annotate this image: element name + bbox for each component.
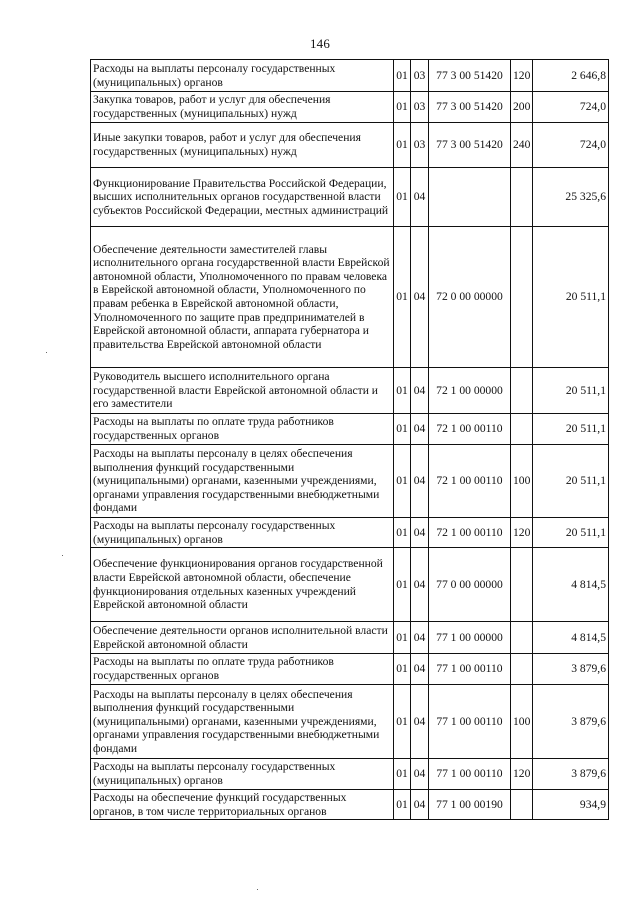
table-row [91, 685, 609, 759]
row-amount: 20 511,1 [533, 445, 609, 518]
row-name: Расходы на выплаты по оплате труда работников государственных органов [91, 414, 394, 445]
row-amount: 20 511,1 [533, 414, 609, 445]
row-section-code: 01 [394, 685, 411, 759]
row-amount: 3 879,6 [533, 654, 609, 685]
table-row [91, 92, 609, 123]
budget-table [90, 59, 609, 820]
row-subsection-code: 04 [411, 227, 429, 368]
row-expense-type [511, 368, 533, 414]
table-row [91, 548, 609, 622]
row-section-code: 01 [394, 445, 411, 518]
row-target-article: 77 3 00 51420 [429, 92, 511, 123]
row-subsection-code: 04 [411, 445, 429, 518]
row-amount: 3 879,6 [533, 685, 609, 759]
row-amount: 20 511,1 [533, 368, 609, 414]
row-name: Расходы на выплаты персоналу государственных (муниципальных) органов [91, 60, 394, 92]
row-expense-type [511, 790, 533, 820]
row-expense-type [511, 227, 533, 368]
row-section-code: 01 [394, 92, 411, 123]
row-amount: 2 646,8 [533, 60, 609, 92]
row-amount: 3 879,6 [533, 759, 609, 790]
row-subsection-code: 03 [411, 60, 429, 92]
row-expense-type: 120 [511, 518, 533, 548]
row-target-article: 72 1 00 00110 [429, 518, 511, 548]
row-subsection-code: 04 [411, 790, 429, 820]
row-target-article: 77 3 00 51420 [429, 123, 511, 168]
row-target-article: 77 1 00 00190 [429, 790, 511, 820]
row-name: Обеспечение деятельности органов исполнительной власти Еврейской автономной области [91, 622, 394, 654]
row-expense-type [511, 414, 533, 445]
row-expense-type: 120 [511, 60, 533, 92]
table-row [91, 168, 609, 227]
row-target-article: 77 1 00 00110 [429, 685, 511, 759]
row-expense-type: 120 [511, 759, 533, 790]
page-number: 146 [309, 36, 331, 51]
row-name: Закупка товаров, работ и услуг для обеспечения государственных (муниципальных) нужд [91, 92, 394, 123]
row-subsection-code: 04 [411, 654, 429, 685]
row-name: Обеспечение функционирования органов государственной власти Еврейской автономной области, обеспечение функционирования отдельных казенных учреждений Еврейской автономной области [91, 548, 394, 622]
row-target-article: 72 0 00 00000 [429, 227, 511, 368]
row-expense-type [511, 654, 533, 685]
row-name: Руководитель высшего исполнительного органа государственной власти Еврейской автономной области и его заместители [91, 368, 394, 414]
row-expense-type [511, 622, 533, 654]
row-target-article: 77 3 00 51420 [429, 60, 511, 92]
row-name: Расходы на выплаты персоналу в целях обеспечения выполнения функций государственными (муниципальными) органами, казенными учреждениями, органами управления государственными внебюджетными фондами [91, 445, 394, 518]
row-amount: 934,9 [533, 790, 609, 820]
row-subsection-code: 04 [411, 548, 429, 622]
row-target-article: 72 1 00 00110 [429, 414, 511, 445]
row-expense-type: 240 [511, 123, 533, 168]
row-name: Расходы на выплаты персоналу в целях обеспечения выполнения функций государственными (муниципальными) органами, казенными учреждениями, органами управления государственными внебюджетными фондами [91, 685, 394, 759]
table-row [91, 622, 609, 654]
row-section-code: 01 [394, 790, 411, 820]
row-expense-type: 200 [511, 92, 533, 123]
row-name: Иные закупки товаров, работ и услуг для обеспечения государственных (муниципальных) нужд [91, 123, 394, 168]
row-subsection-code: 03 [411, 123, 429, 168]
row-section-code: 01 [394, 123, 411, 168]
row-name: Обеспечение деятельности заместителей главы исполнительного органа государственной власти Еврейской автономной области, Уполномоченного по правам человека в Еврейской автономной области, Уполномоченного по правам ребенка в Еврейской автономной области, Уполномоченного по защите прав предпринимателей в Еврейской автономной области, аппарата губернатора и правительства Еврейской автономной области [91, 227, 394, 368]
row-expense-type: 100 [511, 445, 533, 518]
row-section-code: 01 [394, 654, 411, 685]
table-row [91, 445, 609, 518]
row-amount: 4 814,5 [533, 622, 609, 654]
row-subsection-code: 04 [411, 759, 429, 790]
table-row [91, 518, 609, 548]
table-row [91, 227, 609, 368]
row-name: Расходы на выплаты по оплате труда работников государственных органов [91, 654, 394, 685]
table-row [91, 654, 609, 685]
row-target-article: 77 1 00 00000 [429, 622, 511, 654]
row-name: Расходы на обеспечение функций государственных органов, в том числе территориальных органов [91, 790, 394, 820]
row-amount: 20 511,1 [533, 227, 609, 368]
row-expense-type [511, 168, 533, 227]
row-amount: 20 511,1 [533, 518, 609, 548]
row-section-code: 01 [394, 622, 411, 654]
table-row [91, 60, 609, 92]
row-section-code: 01 [394, 168, 411, 227]
table-row [91, 790, 609, 820]
row-subsection-code: 04 [411, 168, 429, 227]
row-subsection-code: 04 [411, 414, 429, 445]
row-amount: 724,0 [533, 123, 609, 168]
table-row [91, 123, 609, 168]
row-name: Расходы на выплаты персоналу государственных (муниципальных) органов [91, 518, 394, 548]
row-subsection-code: 04 [411, 518, 429, 548]
row-section-code: 01 [394, 518, 411, 548]
row-expense-type: 100 [511, 685, 533, 759]
scan-speck [46, 352, 47, 353]
row-target-article: 77 1 00 00110 [429, 759, 511, 790]
scan-speck [257, 889, 258, 890]
row-target-article: 72 1 00 00000 [429, 368, 511, 414]
row-section-code: 01 [394, 60, 411, 92]
budget-table-body [91, 60, 609, 820]
row-target-article: 72 1 00 00110 [429, 445, 511, 518]
row-target-article: 77 1 00 00110 [429, 654, 511, 685]
row-subsection-code: 04 [411, 622, 429, 654]
row-section-code: 01 [394, 548, 411, 622]
row-amount: 724,0 [533, 92, 609, 123]
row-section-code: 01 [394, 368, 411, 414]
row-target-article: 77 0 00 00000 [429, 548, 511, 622]
row-expense-type [511, 548, 533, 622]
table-row [91, 759, 609, 790]
row-amount: 4 814,5 [533, 548, 609, 622]
row-subsection-code: 04 [411, 368, 429, 414]
table-row [91, 368, 609, 414]
table-row [91, 414, 609, 445]
row-name: Расходы на выплаты персоналу государственных (муниципальных) органов [91, 759, 394, 790]
row-name: Функционирование Правительства Российской Федерации, высших исполнительных органов государственной власти субъектов Российской Федерации, местных администраций [91, 168, 394, 227]
row-section-code: 01 [394, 759, 411, 790]
row-section-code: 01 [394, 227, 411, 368]
row-subsection-code: 04 [411, 685, 429, 759]
scan-speck [62, 555, 63, 556]
row-target-article [429, 168, 511, 227]
row-subsection-code: 03 [411, 92, 429, 123]
row-amount: 25 325,6 [533, 168, 609, 227]
row-section-code: 01 [394, 414, 411, 445]
